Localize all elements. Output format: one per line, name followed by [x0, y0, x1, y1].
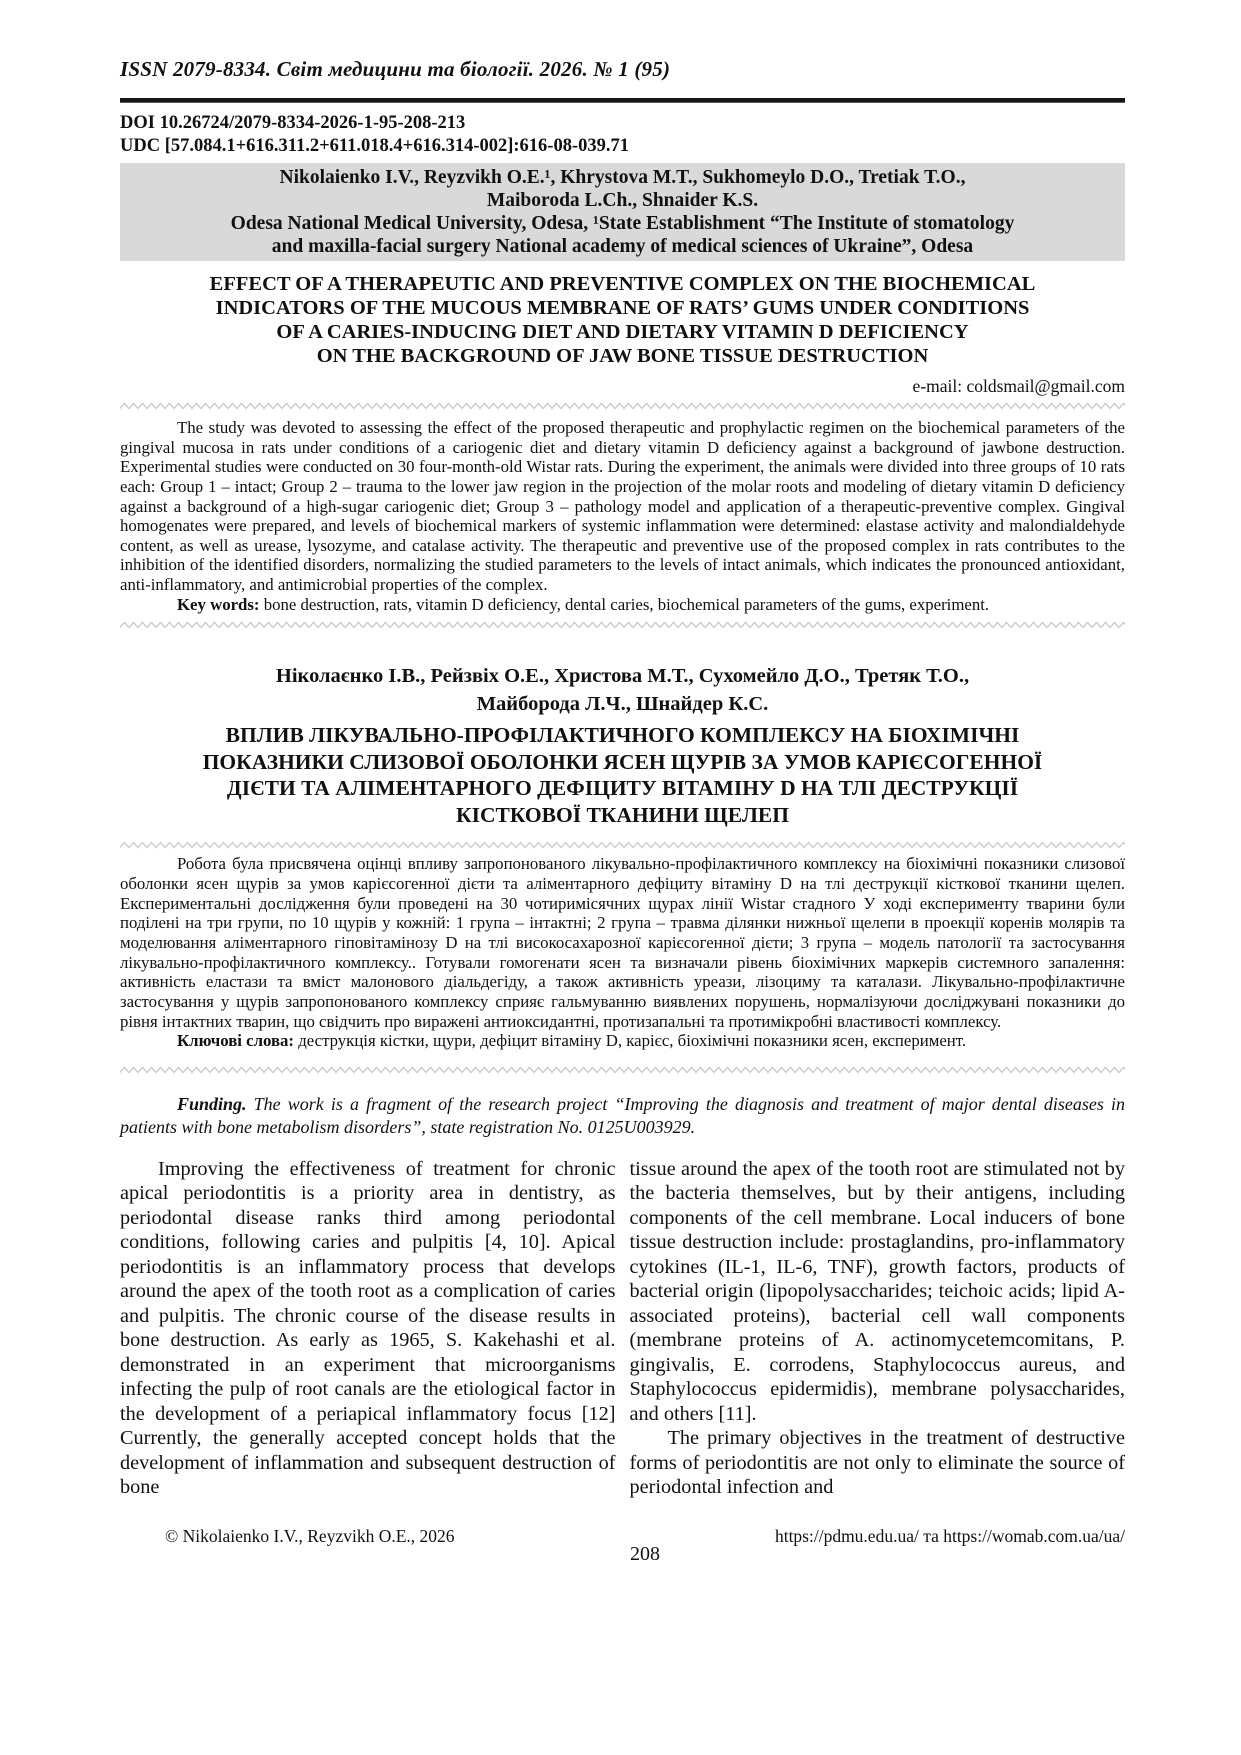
zigzag-separator	[120, 401, 1125, 411]
keywords-en-text: bone destruction, rats, vitamin D deficiency, dental caries, biochemical parameters of the gums, experiment.	[259, 594, 990, 614]
zigzag-line	[120, 840, 1125, 850]
body-paragraph: tissue around the apex of the tooth root are stimulated not by the bacteria themselves, but by their antigens, including components of the cell membrane. Local inducers of bone tissue destruction include: prostaglandins, pro-inflammatory cytokines (IL-1, IL-6, TNF), growth factors, products of bacterial origin (lipopolysaccharides; teichoic acids; lipid A-associated proteins), bacterial cell wall components (membrane proteins of A. actinomycetemcomitans, P. gingivalis, E. corrodens, Staphylococcus aureus, and Staphylococcus epidermidis), membrane polysaccharides, and others [11].	[629, 1157, 1125, 1425]
zigzag-line	[120, 401, 1125, 411]
affiliation-en-line: Odesa National Medical University, Odesa, ¹State Establishment “The Institute of stomatology	[230, 213, 1015, 234]
title-ua-line: КІСТКОВОЇ ТКАНИНИ ЩЕЛЕП	[456, 802, 789, 827]
keywords-en-label: Key words:	[177, 594, 260, 614]
funding-note	[120, 1093, 1125, 1139]
page-number: 208	[630, 1542, 660, 1565]
journal-header: ISSN 2079-8334. Світ медицини та біології. 2026. № 1 (95)	[120, 57, 671, 81]
zigzag-separator	[120, 1065, 1125, 1075]
abstract-en-text: The study was devoted to assessing the effect of the proposed therapeutic and prophylactic regimen on the biochemical parameters of the gingival mucosa in rats under conditions of a cariogenic diet and dietary vitamin D deficiency against a background of jawbone destruction. Experimental studies were conducted on 30 four-month-old Wistar rats. During the experiment, the animals were divided into three groups of 10 rats each: Group 1 – intact; Group 2 – trauma to the lower jaw region in the projection of the molar roots and modeling of dietary vitamin D deficiency against a background of a high-sugar cariogenic diet; Group 3 – pathology model and application of a therapeutic-preventive complex. Gingival homogenates were prepared, and levels of biochemical markers of systemic inflammation were determined: elastase activity and malondialdehyde content, as well as urease, lysozyme, and catalase activity. The therapeutic and preventive use of the proposed complex in rats contributes to the inhibition of the identified disorders, normalizing the studied parameters to the levels of intact animals, which indicates the pronounced antioxidant, anti-inflammatory, and antimicrobial properties of the complex.	[120, 418, 1125, 595]
header-rule	[120, 98, 1125, 103]
journal-links: https://pdmu.edu.ua/ та https://womab.com.ua/ua/	[774, 1525, 1125, 1546]
funding-text: The work is a fragment of the research project “Improving the diagnosis and treatment of major dental diseases in patients with bone metabolism disorders”, state registration No. 0125U003929.	[120, 1093, 1125, 1137]
authors-en-line: Nikolaienko I.V., Reyzvikh O.E.¹, Khrystova M.T., Sukhomeylo D.O., Tretiak T.O.,	[279, 167, 966, 188]
body-paragraph: The primary objectives in the treatment of destructive forms of periodontitis are not only to eliminate the source of periodontal infection and	[629, 1427, 1125, 1499]
doi-line: DOI 10.26724/2079-8334-2026-1-95-208-213	[120, 113, 466, 133]
keywords-ua-text: деструкція кістки, щури, дефіцит вітаміну D, карієс, біохімічні показники ясен, експеримент.	[294, 1031, 967, 1051]
authors-ua-line: Ніколаєнко І.В., Рейзвіх О.Е., Христова М.Т., Сухомейло Д.О., Третяк Т.О.,	[275, 665, 970, 688]
page-footer	[120, 1526, 1125, 1565]
title-en-line: EFFECT OF A THERAPEUTIC AND PREVENTIVE COMPLEX ON THE BIOCHEMICAL	[209, 273, 1036, 295]
zigzag-separator	[120, 840, 1125, 850]
left-column	[120, 1157, 616, 1500]
right-column	[630, 1157, 1126, 1500]
title-ua-line: ВПЛИВ ЛІКУВАЛЬНО-ПРОФІЛАКТИЧНОГО КОМПЛЕКСУ НА БІОХІМІЧНІ	[225, 723, 1020, 748]
identifier-block	[120, 112, 1125, 158]
title-en-line: OF A CARIES-INDUCING DIET AND DIETARY VITAMIN D DEFICIENCY	[276, 321, 969, 343]
affiliation-en-line: and maxilla-facial surgery National academy of medical sciences of Ukraine”, Odesa	[271, 236, 974, 257]
article-body-columns	[120, 1157, 1125, 1500]
copyright-notice: © Nikolaienko I.V., Reyzvikh O.E., 2026	[165, 1525, 455, 1546]
authors-ua-line: Майборода Л.Ч., Шнайдер К.С.	[476, 693, 769, 716]
authors-en-line: Maiboroda L.Ch., Shnaider K.S.	[486, 190, 759, 211]
article-title-en	[120, 272, 1125, 368]
email-line: e-mail: coldsmail@gmail.com	[912, 376, 1125, 396]
zigzag-line	[120, 620, 1125, 630]
keywords-ua-label: Ключові слова:	[177, 1031, 295, 1051]
authors-block-en	[120, 163, 1125, 261]
title-ua-line: ПОКАЗНИКИ СЛИЗОВОЇ ОБОЛОНКИ ЯСЕН ЩУРІВ ЗА УМОВ КАРІЄСОГЕННОЇ	[202, 749, 1043, 774]
keywords-en	[120, 595, 1125, 615]
authors-block-ua	[120, 662, 1125, 718]
article-title-ua	[120, 722, 1125, 828]
funding-label: Funding.	[177, 1093, 247, 1114]
abstract-ua	[120, 854, 1125, 1050]
title-en-line: INDICATORS OF THE MUCOUS MEMBRANE OF RATS’ GUMS UNDER CONDITIONS	[215, 297, 1030, 319]
title-en-line: ON THE BACKGROUND OF JAW BONE TISSUE DESTRUCTION	[316, 345, 929, 367]
zigzag-separator	[120, 620, 1125, 630]
title-ua-line: ДІЄТИ ТА АЛІМЕНТАРНОГО ДЕФІЦИТУ ВІТАМІНУ D НА ТЛІ ДЕСТРУКЦІЇ	[226, 776, 1019, 801]
body-paragraph: Improving the effectiveness of treatment for chronic apical periodontitis is a priority area in dentistry, as periodontal disease ranks third among periodontal conditions, following caries and pulpitis [4, 10]. Apical periodontitis is an inflammatory process that develops around the apex of the tooth root as a complication of caries and pulpitis. The chronic course of the disease results in bone destruction. As early as 1965, S. Kakehashi et al. demonstrated in an experiment that microorganisms infecting the pulp of root canals are the etiological factor in the development of a periapical inflammatory focus [12] Currently, the generally accepted concept holds that the development of inflammation and subsequent destruction of bone	[120, 1157, 616, 1499]
funding-paragraph	[120, 1093, 1125, 1139]
zigzag-line	[120, 1065, 1125, 1075]
abstract-ua-text: Робота була присвячена оцінці впливу запропонованого лікувально-профілактичного комплексу на біохімічні показники слизової оболонки ясен щурів за умов карієсогенної дієти та аліментарного дефіциту вітаміну D на тлі деструкції кісткової тканини щелеп. Експериментальні дослідження були проведені на 30 чотиримісячних щурах лінії Wistar стадного У ході експерименту тварини були поділені на три групи, по 10 щурів у кожній: 1 група – інтактні; 2 група – травма ділянки нижньої щелепи в проекції коренів молярів та моделювання аліментарного гіповітамінозу D на тлі високосахарозної карієсогенної дієти; 3 група – модель патології та застосування лікувально-профілактичного комплексу.. Готували гомогенати ясен та визначали рівень біохімічних маркерів системного запалення: активність еластази та вміст малонового діальдегіду, а також активність уреази, лізоциму та каталази. Лікувально-профілактичне застосування у щурів запропонованого комплексу сприяє гальмуванню виявлених порушень, нормалізуючи досліджувані показники до рівня інтактних тварин, що свідчить про виражені антиоксидантні, протизапальні та протимікробні властивості комплексу.	[120, 854, 1125, 1031]
abstract-en	[120, 418, 1125, 614]
udc-line: UDC [57.084.1+616.311.2+611.018.4+616.314-002]:616-08-039.71	[120, 136, 630, 156]
keywords-ua	[120, 1031, 1125, 1051]
